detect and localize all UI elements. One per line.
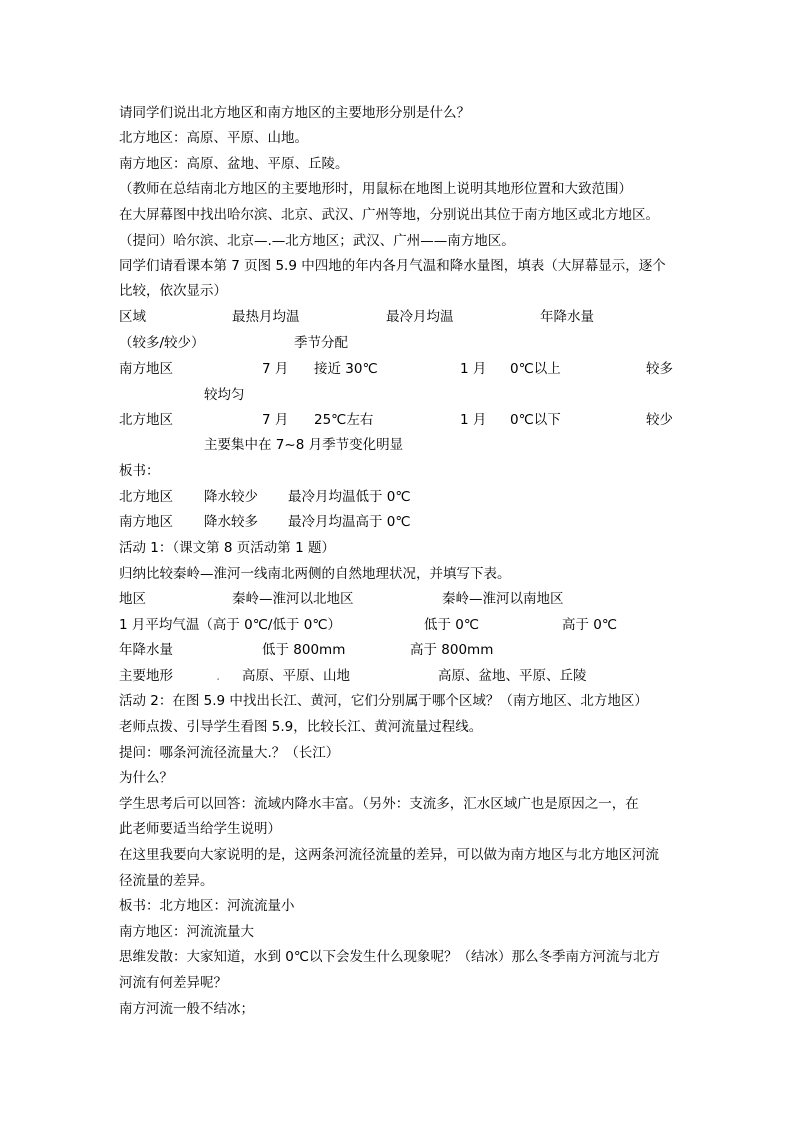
table1-north-hot-month: 7 月 xyxy=(262,412,289,428)
table2-r3-north: 高原、平原、山地 xyxy=(242,668,350,684)
table2-r1-label: 1 月平均气温（高于 0℃/低于 0℃） xyxy=(119,617,342,633)
board1-label: 板书： xyxy=(119,463,160,479)
board1-south-temp: 最冷月均温高于 0℃ xyxy=(288,514,411,530)
table1-north-hot-temp: 25℃左右 xyxy=(314,412,374,428)
table1-north-name: 北方地区 xyxy=(119,412,173,428)
teacher-guide-line: 老师点拨、引导学生看图 5.9，比较长江、黄河流量过程线。 xyxy=(119,719,483,735)
table2-r2-label: 年降水量 xyxy=(119,642,173,658)
table1-header-season: 季节分配 xyxy=(294,335,348,351)
table2-r3-dot: . xyxy=(216,668,221,684)
table1-south-hot-month: 7 月 xyxy=(262,361,289,377)
table2-r3-label: 主要地形 xyxy=(119,668,173,684)
activity1-title: 活动 1：（课文第 8 页活动第 1 题） xyxy=(119,540,335,556)
board2-north-line: 板书：北方地区：河流流量小 xyxy=(119,898,295,914)
table2-r2-south: 高于 800mm xyxy=(410,642,494,658)
table1-south-hot-temp: 接近 30℃ xyxy=(314,361,378,377)
table1-north-cold-temp: 0℃以下 xyxy=(510,412,561,428)
board1-north-region: 北方地区 xyxy=(119,489,173,505)
table1-south-cold-temp: 0℃以上 xyxy=(510,361,561,377)
table1-header-precip: 年降水量 xyxy=(540,309,594,325)
table1-header-more-less: （较多/较少） xyxy=(119,335,205,351)
board2-south-line: 南方地区：河流流量大 xyxy=(119,924,254,940)
explain-line: 在这里我要向大家说明的是，这两条河流径流量的差异，可以做为南方地区与北方地区河流 xyxy=(119,847,659,863)
climate-chart-line-cont: 比较，依次显示） xyxy=(119,283,227,299)
divergent-thinking-line-cont: 河流有何差异呢？ xyxy=(119,975,227,991)
board1-south-precip: 降水较多 xyxy=(204,514,258,530)
table2-header-south: 秦岭—淮河以南地区 xyxy=(442,591,564,607)
question-line: 请同学们说出北方地区和南方地区的主要地形分别是什么？ xyxy=(119,105,470,121)
divergent-thinking-line: 思维发散：大家知道，水到 0℃以下会发生什么现象呢？（结冰）那么冬季南方河流与北方 xyxy=(119,949,661,965)
activity1-desc: 归纳比较秦岭—淮河一线南北两侧的自然地理状况，并填写下表。 xyxy=(119,566,511,582)
table1-header-hot: 最热月均温 xyxy=(232,309,300,325)
table1-south-distribution: 较均匀 xyxy=(204,387,245,403)
explain-line-cont: 径流量的差异。 xyxy=(119,873,214,889)
city-answer-line: （提问）哈尔滨、北京—.—北方地区；武汉、广州——南方地区。 xyxy=(119,233,515,249)
why-line: 为什么？ xyxy=(119,770,173,786)
table1-south-amount: 较多 xyxy=(646,361,673,377)
teacher-note-line: （教师在总结南北方地区的主要地形时，用鼠标在地图上说明其地形位置和大致范围） xyxy=(119,181,632,197)
table2-r1-north: 低于 0℃ xyxy=(424,617,480,633)
table1-south-name: 南方地区 xyxy=(119,361,173,377)
river-question-line: 提问：哪条河流径流量大.？（长江） xyxy=(119,745,340,761)
board1-north-precip: 降水较少 xyxy=(204,489,258,505)
table2-header-area: 地区 xyxy=(119,591,146,607)
city-task-line: 在大屏幕图中找出哈尔滨、北京、武汉、广州等地，分别说出其位于南方地区或北方地区。 xyxy=(119,207,659,223)
table2-r2-north: 低于 800mm xyxy=(262,642,346,658)
table2-r3-south: 高原、盆地、平原、丘陵 xyxy=(438,668,587,684)
south-river-line: 南方河流一般不结冰； xyxy=(119,1001,254,1017)
table2-header-north: 秦岭—淮河以北地区 xyxy=(232,591,354,607)
table1-header-region: 区域 xyxy=(119,309,146,325)
activity2-line: 活动 2：在图 5.9 中找出长江、黄河，它们分别属于哪个区域？（南方地区、北方地区） xyxy=(119,693,648,709)
board1-south-region: 南方地区 xyxy=(119,514,173,530)
table1-north-cold-month: 1 月 xyxy=(460,412,487,428)
table1-header-cold: 最冷月均温 xyxy=(386,309,454,325)
board1-north-temp: 最冷月均温低于 0℃ xyxy=(288,489,411,505)
answer-line-cont: 此老师要适当给学生说明） xyxy=(119,821,281,837)
table1-north-distribution: 主要集中在 7~8 月季节变化明显 xyxy=(204,437,404,453)
south-terrain-line: 南方地区：高原、盆地、平原、丘陵。 xyxy=(119,156,349,172)
table1-south-cold-month: 1 月 xyxy=(460,361,487,377)
table2-r1-south: 高于 0℃ xyxy=(562,617,618,633)
table1-north-amount: 较少 xyxy=(646,412,673,428)
answer-line: 学生思考后可以回答：流域内降水丰富。（另外：支流多，汇水区域广也是原因之一，在 xyxy=(119,796,639,812)
north-terrain-line: 北方地区：高原、平原、山地。 xyxy=(119,130,308,146)
climate-chart-line: 同学们请看课本第 7 页图 5.9 中四地的年内各月气温和降水量图，填表（大屏幕显示，逐个 xyxy=(119,258,666,274)
